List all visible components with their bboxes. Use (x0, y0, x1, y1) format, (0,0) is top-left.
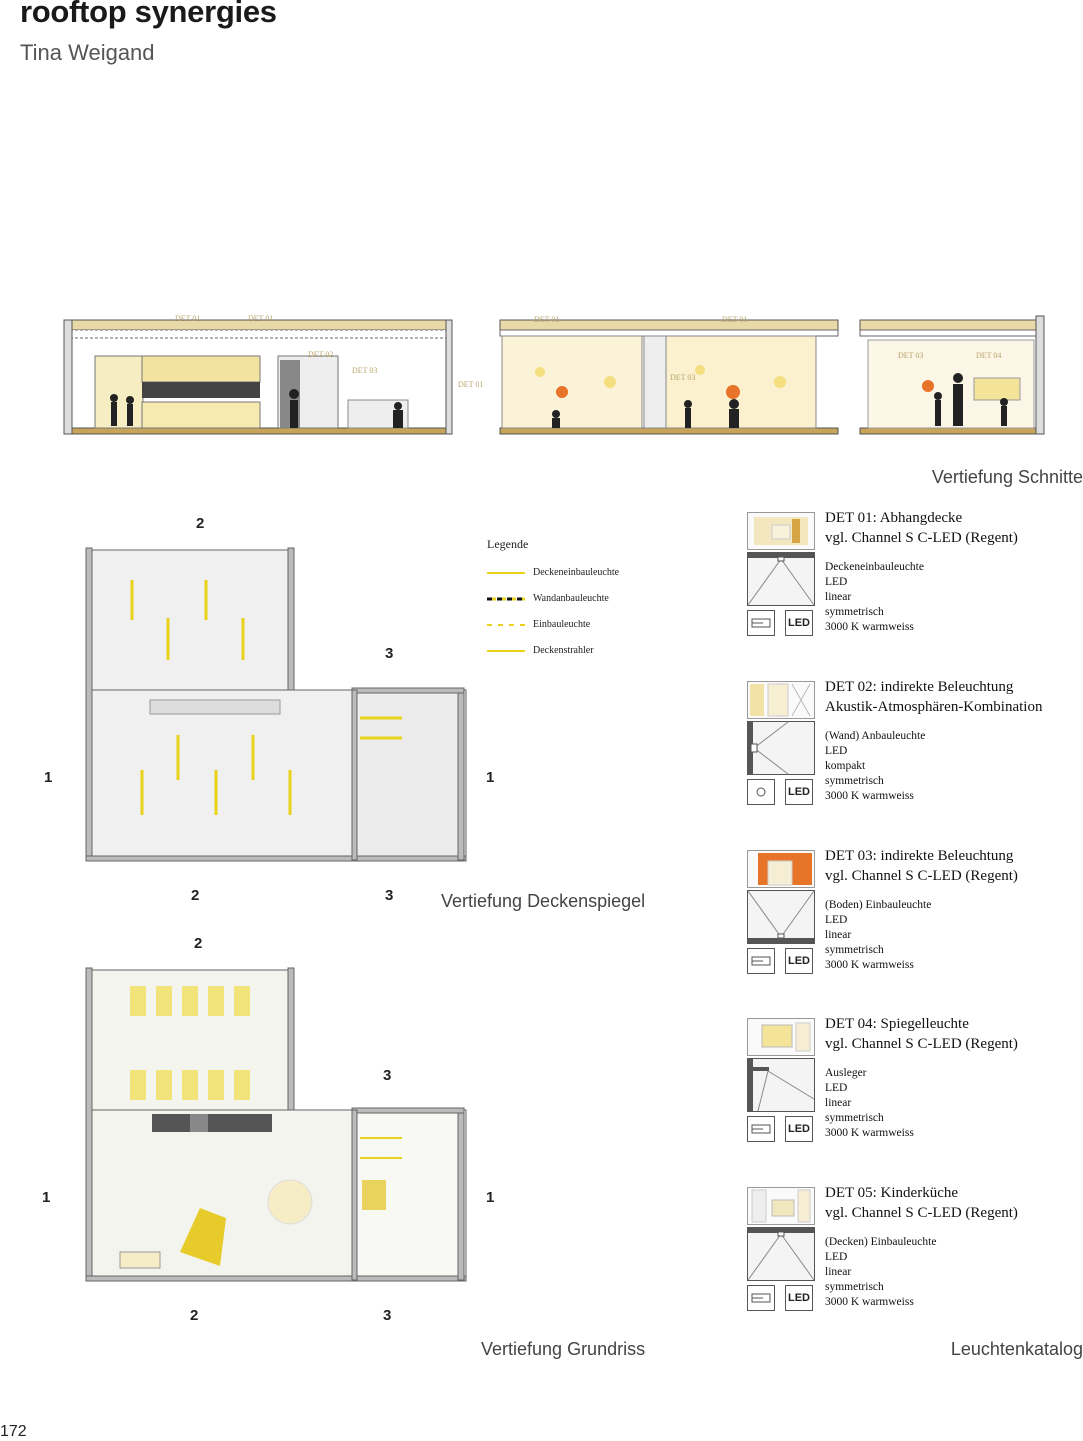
sections-drawing (30, 310, 1083, 450)
det-01-specs: Deckeneinbauleuchte LED linear symmetrisch 3000 K warmweiss (825, 561, 924, 633)
legend-swatch-solid (487, 648, 527, 654)
det-05-title: DET 05: Kinderküche vgl. Channel S C-LED (Regent) (825, 1185, 1018, 1221)
det-label: DET 01 (534, 315, 560, 324)
det-04-thumbnail (747, 1018, 815, 1056)
axis-2-top: 2 (194, 935, 203, 952)
det-label: DET 01 (248, 314, 274, 323)
det-label: DET 03 (898, 351, 924, 360)
axis-1-left: 1 (44, 769, 53, 786)
legend-item: Deckenstrahler (487, 645, 594, 656)
axis-3-top: 3 (383, 1067, 392, 1084)
author-name: Tina Weigand (20, 40, 155, 65)
led-badge: LED (785, 610, 813, 636)
catalog-item-det-04 (747, 1018, 1083, 1158)
legend-swatch-dashed (487, 622, 527, 628)
det-01-detail (747, 552, 815, 606)
det-03-title: DET 03: indirekte Beleuchtung vgl. Channel S C-LED (Regent) (825, 848, 1018, 884)
det-04-title: DET 04: Spiegelleuchte vgl. Channel S C-LED (Regent) (825, 1016, 1018, 1052)
legend-title: Legende (487, 537, 529, 551)
catalog-item-det-05 (747, 1187, 1083, 1327)
section-1 (64, 314, 483, 434)
round-luminaire-icon (747, 779, 775, 805)
det-02-thumbnail (747, 681, 815, 719)
det-02-detail (747, 721, 815, 775)
det-01-title: DET 01: Abhangdecke vgl. Channel S C-LED (Regent) (825, 510, 1018, 546)
det-label: DET 01 (722, 315, 748, 324)
axis-3-bottom: 3 (383, 1307, 392, 1324)
legend-item: Wandanbauleuchte (487, 593, 609, 604)
det-03-thumbnail (747, 850, 815, 888)
axis-3-top: 3 (385, 645, 394, 662)
catalog-item-det-02 (747, 681, 1083, 821)
sections-caption: Vertiefung Schnitte (931, 467, 1083, 487)
ceiling-plan-caption: Vertiefung Deckenspiegel (441, 891, 646, 911)
det-03-detail (747, 890, 815, 944)
linear-luminaire-icon (747, 1116, 775, 1142)
linear-luminaire-icon (747, 948, 775, 974)
legend-item: Einbauleuchte (487, 619, 590, 630)
axis-1-left: 1 (42, 1189, 51, 1206)
axis-2-bottom: 2 (190, 1307, 199, 1324)
floor-plan-caption: Vertiefung Grundriss (481, 1339, 646, 1359)
catalog-caption: Leuchtenkatalog (950, 1339, 1083, 1359)
linear-luminaire-icon (747, 1285, 775, 1311)
det-label: DET 04 (976, 351, 1002, 360)
det-05-detail (747, 1227, 815, 1281)
det-05-thumbnail (747, 1187, 815, 1225)
led-badge: LED (785, 1285, 813, 1311)
legend-swatch-solid (487, 570, 527, 576)
led-badge: LED (785, 1116, 813, 1142)
axis-1-right: 1 (486, 769, 495, 786)
section-3 (860, 316, 1044, 434)
det-label: DET 03 (670, 373, 696, 382)
det-04-specs: Ausleger LED linear symmetrisch 3000 K warmweiss (825, 1067, 914, 1139)
axis-1-right: 1 (486, 1189, 495, 1206)
det-03-specs: (Boden) Einbauleuchte LED linear symmetrisch 3000 K warmweiss (825, 899, 932, 971)
det-01-thumbnail (747, 512, 815, 550)
axis-2-top: 2 (196, 515, 205, 532)
catalog-item-det-03 (747, 850, 1083, 990)
det-label: DET 01 (458, 380, 484, 389)
axis-3-bottom: 3 (385, 887, 394, 904)
det-05-specs: (Decken) Einbauleuchte LED linear symmetrisch 3000 K warmweiss (825, 1236, 937, 1308)
det-02-specs: (Wand) Anbauleuchte LED kompakt symmetrisch 3000 K warmweiss (825, 730, 926, 802)
legend-swatch-dash-black (487, 596, 527, 602)
legend (487, 537, 647, 667)
page-title: rooftop synergies (20, 0, 277, 29)
led-badge: LED (785, 948, 813, 974)
det-02-title: DET 02: indirekte Beleuchtung Akustik-Atmosphären-Kombination (825, 679, 1043, 715)
page-number: 172 (0, 1423, 27, 1440)
axis-2-bottom: 2 (191, 887, 200, 904)
legend-item: Deckeneinbauleuchte (487, 567, 619, 578)
catalog-item-det-01 (747, 512, 1083, 652)
floor-plan-drawing (40, 935, 495, 1330)
led-badge: LED (785, 779, 813, 805)
det-04-detail (747, 1058, 815, 1112)
det-label: DET 03 (352, 366, 378, 375)
section-2 (500, 315, 838, 434)
det-label: DET 01 (175, 314, 201, 323)
det-label: DET 02 (308, 350, 334, 359)
ceiling-plan-drawing (40, 515, 495, 890)
linear-luminaire-icon (747, 610, 775, 636)
